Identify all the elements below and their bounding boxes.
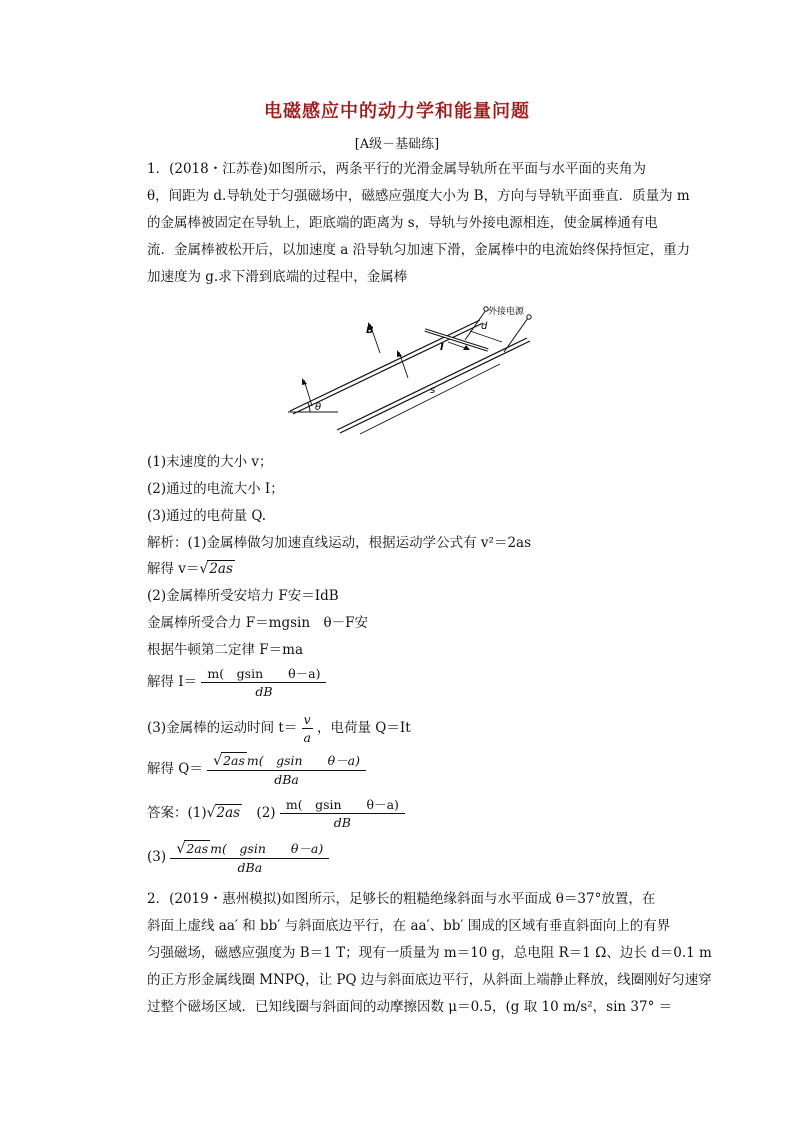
q2-line-3: 匀强磁场，磁感应强度为 B＝1 T；现有一质量为 m＝10 g，总电阻 R＝1 Ω、边长 d＝0.1 m [147,945,712,961]
source-label: 外接电源 [488,307,525,317]
rail-upper-line-2 [293,323,483,414]
sub-question-2: (2)通过的电流大小 I； [147,481,284,497]
theta-label: θ [315,402,322,413]
s-label: s [430,385,436,396]
d-dimension-line [470,331,502,342]
q2-line-2: 斜面上虚线 aa′ 和 bb′ 与斜面底边平行，在 aa′、bb′ 围成的区域有垂直斜面向上的有界 [147,918,671,934]
answer-1-radicand: 2as [216,805,241,821]
d-label: d [481,321,488,332]
answer-2-fraction: $\frac{\text{m( gsin θ－a)}}{dB}$ [280,797,405,830]
q1-line-4: 流．金属棒被松开后，以加速度 a 沿导轨匀加速下滑，金属棒中的电流始终保持恒定，重力 [147,242,691,258]
question-1-text [147,156,691,291]
solution-charge: 解得 Q＝ $\frac{\text{√2as m( gsin θ－a)}}{\text{dBa}}$ [147,752,366,787]
s-dimension-line [360,364,500,434]
rail-lower-line-1 [337,338,527,430]
terminal-2 [527,315,531,319]
q1-line-1: 1．(2018・江苏卷)如图所示，两条平行的光滑金属导轨所在平面与水平面的夹角为 [147,161,646,177]
solution-current: 解得 I＝ $\frac{\text{m( gsin θ－a)}}{dB}$ [147,666,326,699]
b-label: B [366,325,374,336]
question-2-text [147,886,712,1021]
angle-arc [308,403,310,412]
q1-line-2: θ，间距为 d.导轨处于匀强磁场中，磁感应强度大小为 B，方向与导轨平面垂直．质量为 m [147,188,690,204]
q1-line-3: 的金属棒被固定在导轨上，距底端的距离为 s，导轨与外接电源相连，使金属棒通有电 [147,215,658,231]
solution-newton: 根据牛顿第二定律 F＝ma [147,642,304,658]
answer-line: 答案：(1)√2as (2) $\frac{\text{m( gsin θ－a)}}{dB}$ [147,797,405,830]
rail-diagram [280,298,550,438]
source-wire-2 [504,318,528,352]
q2-line-1: 2．(2019・惠州模拟)如图所示，足够长的粗糙绝缘斜面与水平面成 θ＝37°放置，在 [147,891,656,907]
q1-line-5: 加速度为 g.求下滑到底端的过程中，金属棒 [147,269,408,285]
solution-velocity: 解得 v＝√2as [147,561,233,577]
solution-net-force: 金属棒所受合力 F＝mgsin θ－F安 [147,615,369,631]
solution-time: (3)金属棒的运动时间 t＝ $\frac{v}{a}$ ，电荷量 Q＝It [147,712,411,745]
solution-intro: 解析：(1)金属棒做匀加速直线运动，根据运动学公式有 v²＝2as [147,535,532,551]
rail-upper-line-1 [290,320,480,411]
velocity-radicand: 2as [209,561,233,577]
sub-question-1: (1)末速度的大小 v； [147,454,273,470]
current-fraction: $\frac{\text{m( gsin θ－a)}}{dB}$ [201,666,326,699]
page-title: 电磁感应中的动力学和能量问题 [264,101,530,122]
charge-fraction: $\frac{\text{√2as m( gsin θ－a)}}{\text{dBa}}$ [207,752,366,787]
answer-3-line: (3) $\frac{\text{√2as m( gsin θ－a)}}{\text{dBa}}$ [147,840,329,875]
sub-question-3: (3)通过的电荷量 Q. [147,508,267,524]
q2-line-4: 的正方形金属线圈 MNPQ，让 PQ 边与斜面底边平行，从斜面上端静止释放，线圈刚好匀速穿 [147,972,712,988]
i-label: I [440,342,444,353]
q2-line-5: 过整个磁场区域．已知线圈与斜面间的动摩擦因数 μ＝0.5，(g 取 10 m/s²，sin 37° ＝ [147,999,673,1015]
time-fraction: $\frac{v}{a}$ [303,712,311,745]
answer-3-fraction: $\frac{\text{√2as m( gsin θ－a)}}{\text{dBa}}$ [170,840,329,875]
section-level: [A级－基础练] [354,137,440,152]
solution-ampere-force: (2)金属棒所受安培力 F安＝IdB [147,588,339,604]
